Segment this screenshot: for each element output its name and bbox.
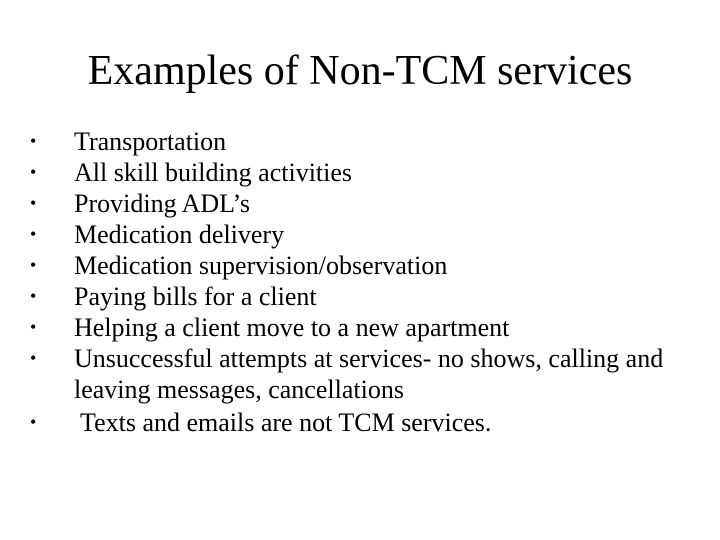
bullet-icon: • — [30, 317, 37, 337]
list-item-text: Providing ADL’s — [74, 189, 251, 218]
bullet-icon: • — [30, 412, 37, 432]
bullet-icon: • — [30, 348, 37, 368]
list-item — [30, 188, 710, 219]
bullet-icon: • — [30, 224, 37, 244]
bullet-icon: • — [30, 193, 37, 213]
list-item — [30, 407, 710, 438]
bullet-icon: • — [30, 286, 37, 306]
list-item-text: Texts and emails are not TCM services. — [80, 408, 492, 437]
bullet-icon: • — [30, 131, 37, 151]
list-item — [30, 281, 710, 312]
list-item-text: Medication delivery — [74, 220, 285, 249]
list-item-text: Medication supervision/observation — [74, 251, 448, 280]
list-item — [30, 219, 710, 250]
list-item — [30, 343, 710, 405]
list-item — [30, 250, 710, 281]
slide-title: Examples of Non-TCM services — [87, 48, 633, 94]
list-item-text: Helping a client move to a new apartment — [74, 313, 510, 342]
list-item — [30, 312, 710, 343]
list-item-text: Paying bills for a client — [74, 282, 317, 311]
list-item — [30, 126, 710, 157]
list-item-text: Unsuccessful attempts at services- no shows, calling and leaving messages, cancellations — [74, 344, 664, 404]
list-item-text: All skill building activities — [74, 158, 353, 187]
list-item — [30, 157, 710, 188]
bullet-icon: • — [30, 255, 37, 275]
bullet-list — [30, 126, 710, 438]
list-item-text: Transportation — [74, 127, 227, 156]
bullet-icon: • — [30, 162, 37, 182]
